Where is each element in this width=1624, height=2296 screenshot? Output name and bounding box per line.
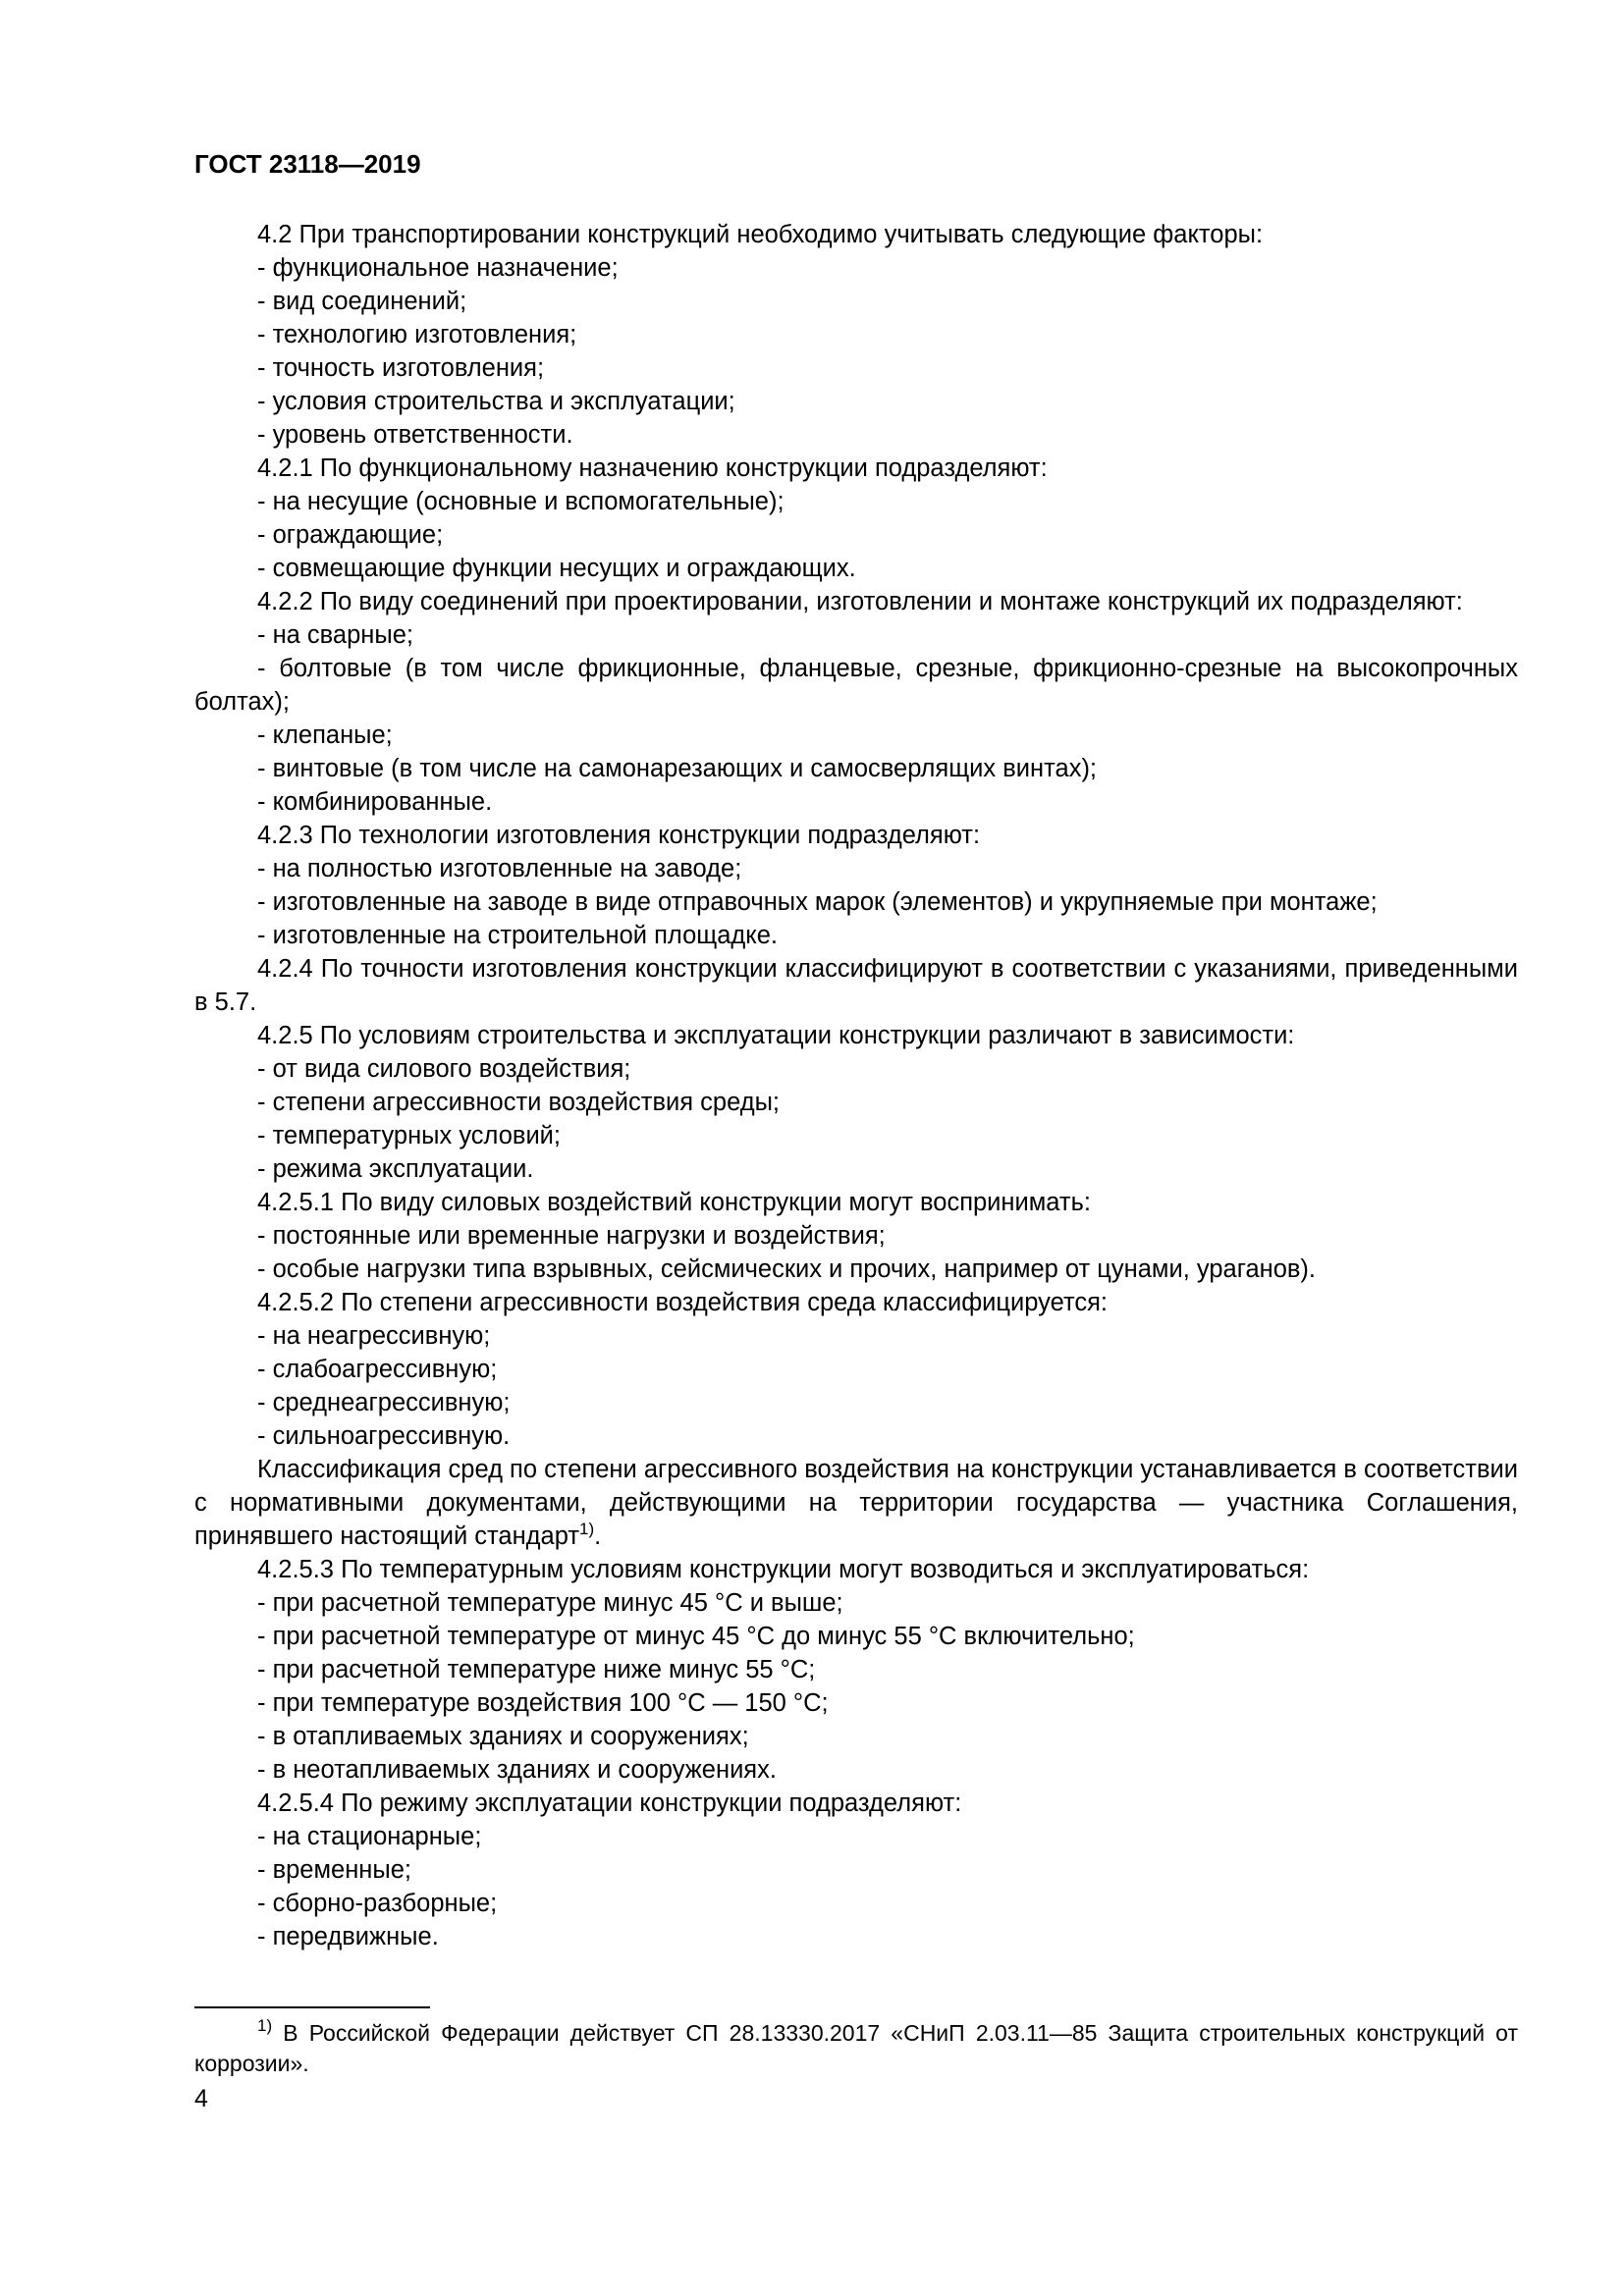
list-item [194,1052,1518,1086]
paragraph-text: - постоянные или временные нагрузки и воздействия; [257,1222,886,1250]
paragraph [194,1787,1518,1820]
paragraph-text: 4.2.1 По функциональному назначению конструкции подразделяют: [257,454,1048,482]
list-item [194,1319,1518,1353]
paragraph-text: - технологию изготовления; [257,321,577,348]
list-item [194,1253,1518,1286]
paragraph-text: - на сварные; [257,621,413,649]
paragraph-text: - степени агрессивности воздействия среды; [257,1089,781,1116]
paragraph [194,1553,1518,1586]
paragraph-text: - в отапливаемых зданиях и сооружениях; [257,1723,749,1750]
paragraph-tail: . [594,1522,602,1550]
paragraph-text: - болтовые (в том числе фрикционные, фланцевые, срезные, фрикционно-срезные на высокопрочных болтах); [194,655,1518,716]
list-item [194,1119,1518,1152]
paragraph-text: 4.2.2 По виду соединений при проектировании, изготовлении и монтаже конструкций их подразделяют: [257,588,1463,615]
footnote-separator [194,2006,430,2008]
footnote [194,2018,1518,2079]
list-item [194,318,1518,351]
list-item [194,1419,1518,1453]
paragraph-text: - слабоагрессивную; [257,1356,498,1383]
list-item [194,1653,1518,1686]
list-item [194,418,1518,452]
paragraph-text: 4.2.4 По точности изготовления конструкции классифицируют в соответствии с указаниями, приведенными в 5.7. [194,955,1518,1016]
list-item [194,1853,1518,1887]
paragraph-text: - винтовые (в том числе на самонарезающих и самосверлящих винтах); [257,755,1098,782]
list-item [194,1353,1518,1386]
paragraph [194,819,1518,852]
list-item [194,919,1518,952]
list-item [194,351,1518,385]
list-item [194,485,1518,518]
list-item [194,885,1518,919]
list-item [194,1820,1518,1853]
paragraph-text: 4.2.3 По технологии изготовления конструкции подразделяют: [257,822,981,849]
list-item [194,385,1518,418]
document-body [194,218,1518,1953]
list-item [194,1920,1518,1953]
paragraph-text: - от вида силового воздействия; [257,1055,631,1083]
paragraph [194,452,1518,485]
paragraph-text: - среднеагрессивную; [257,1389,511,1416]
paragraph [194,952,1518,1019]
list-item [194,1620,1518,1653]
paragraph-text: Классификация сред по степени агрессивного воздействия на конструкции устанавливается в соответствии с нормативными документами, действующими на территории государства — участника Соглашения, принявшего настоящий стандарт [194,1456,1518,1550]
list-item [194,1887,1518,1920]
list-item [194,852,1518,885]
page-number: 4 [194,2085,208,2112]
list-item [194,1086,1518,1119]
list-item [194,251,1518,285]
paragraph-text: - передвижные. [257,1923,439,1950]
list-item [194,285,1518,318]
list-item [194,652,1518,719]
paragraph-text: - в неотапливаемых зданиях и сооружениях. [257,1756,777,1784]
paragraph-text: - функциональное назначение; [257,254,619,282]
paragraph [194,1019,1518,1052]
paragraph-text: - режима эксплуатации. [257,1155,534,1183]
list-item [194,752,1518,785]
footnote-reference: 1) [579,1520,595,1538]
footnote-marker: 1) [257,2016,273,2035]
paragraph-text: - точность изготовления; [257,354,545,382]
list-item [194,1686,1518,1720]
paragraph-text: 4.2.5.4 По режиму эксплуатации конструкции подразделяют: [257,1789,962,1817]
paragraph-text: - ограждающие; [257,521,444,549]
paragraph-text: - при расчетной температуре минус 45 °С и выше; [257,1589,843,1617]
paragraph [194,1453,1518,1553]
paragraph-text: - уровень ответственности. [257,421,573,449]
paragraph-text: 4.2 При транспортировании конструкций необходимо учитывать следующие факторы: [257,221,1264,248]
paragraph [194,1186,1518,1219]
paragraph [194,218,1518,251]
paragraph-text: - изготовленные на строительной площадке. [257,922,779,949]
paragraph-text: - изготовленные на заводе в виде отправочных марок (элементов) и укрупняемые при монтаже; [257,888,1378,916]
paragraph-text: - при расчетной температуре ниже минус 55 °С; [257,1656,816,1683]
paragraph-text: - сильноагрессивную. [257,1422,511,1450]
list-item [194,785,1518,819]
paragraph-text: 4.2.5.3 По температурным условиям конструкции могут возводиться и эксплуатироваться: [257,1556,1310,1583]
paragraph-text: - временные; [257,1856,411,1884]
paragraph-text: - условия строительства и эксплуатации; [257,388,735,415]
paragraph-text: - особые нагрузки типа взрывных, сейсмических и прочих, например от цунами, ураганов). [257,1255,1317,1283]
paragraph-text: 4.2.5 По условиям строительства и эксплуатации конструкции различают в зависимости: [257,1022,1295,1049]
paragraph-text: 4.2.5.1 По виду силовых воздействий конструкции могут воспринимать: [257,1189,1091,1216]
list-item [194,1753,1518,1787]
paragraph [194,1286,1518,1319]
list-item [194,1720,1518,1753]
list-item [194,719,1518,752]
list-item [194,1152,1518,1186]
document-header: ГОСТ 23118—2019 [194,149,421,179]
paragraph-text: - клепаные; [257,721,393,749]
list-item [194,1386,1518,1419]
paragraph-text: - при температуре воздействия 100 °С — 150 °С; [257,1689,829,1717]
paragraph-text: - на стационарные; [257,1823,482,1850]
paragraph-text: - температурных условий; [257,1122,562,1149]
paragraph-text: - сборно-разборные; [257,1890,498,1917]
paragraph-text: - на неагрессивную; [257,1322,491,1350]
paragraph-text: 4.2.5.2 По степени агрессивности воздействия среда классифицируется: [257,1289,1109,1316]
list-item [194,518,1518,552]
paragraph [194,585,1518,618]
footnote-text: В Российской Федерации действует СП 28.13330.2017 «СНиП 2.03.11—85 Защита строительных конструкций от коррозии». [194,2020,1518,2076]
paragraph-text: - при расчетной температуре от минус 45 °С до минус 55 °С включительно; [257,1623,1135,1650]
list-item [194,1219,1518,1253]
list-item [194,552,1518,585]
paragraph-text: - вид соединений; [257,288,467,315]
list-item [194,1586,1518,1620]
paragraph-text: - совмещающие функции несущих и ограждающих. [257,555,856,582]
paragraph-text: - на полностью изготовленные на заводе; [257,855,742,882]
paragraph-text: - на несущие (основные и вспомогательные); [257,488,785,515]
list-item [194,618,1518,652]
paragraph-text: - комбинированные. [257,788,493,816]
